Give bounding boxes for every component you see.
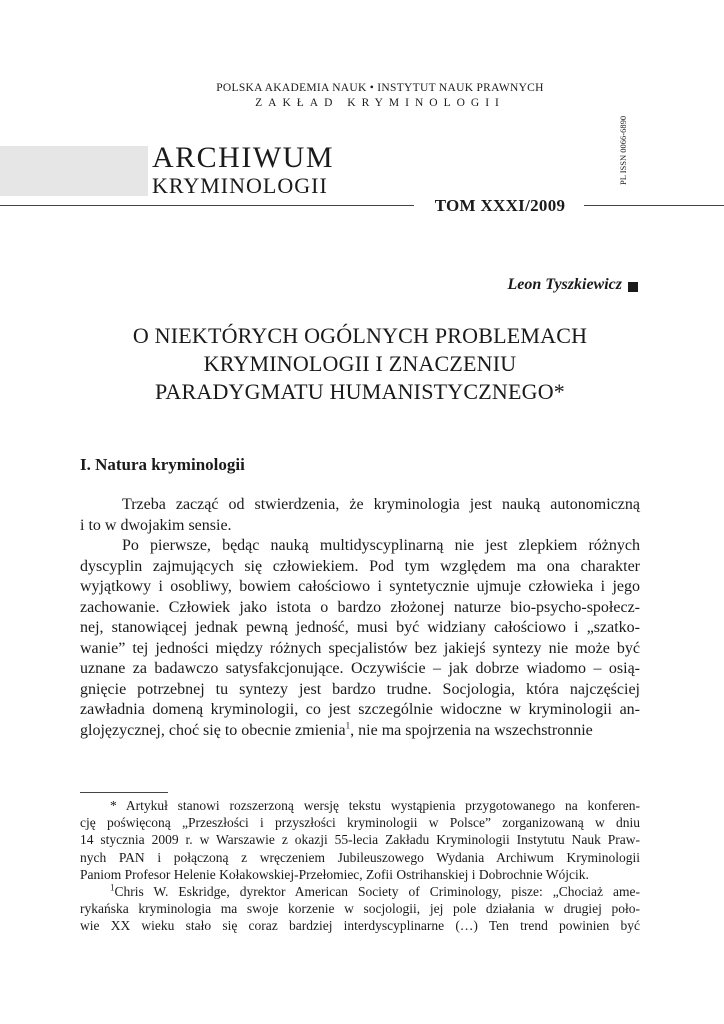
author-name: Leon Tyszkiewicz: [507, 276, 622, 293]
body-line: Po pierwsze, będąc nauką multidyscyplinarną nie jest zlepkiem różnych: [122, 537, 640, 554]
footnote-line: Paniom Profesor Helenie Kołakowskiej-Przełomiec, Zofii Ostrihanskiej i Dobrochnie Wójcik.: [80, 866, 589, 882]
institution-line: POLSKA AKADEMIA NAUK • INSTYTUT NAUK PRAWNYCH: [216, 82, 544, 94]
journal-title-line2: KRYMINOLOGII: [152, 173, 328, 198]
footnote-line: wie XX wieku stało się coraz bardziej interdyscyplinarne (…) Ten trend powinien być: [80, 918, 640, 934]
issn-label: PL ISSN 0066-6890: [618, 115, 628, 185]
footnote-line: rykańska kryminologia ma swoje korzenie w socjologii, jej pole działania w drugiej poło-: [80, 901, 640, 917]
header-rule-right: [584, 205, 724, 206]
footnote-line: [80, 883, 640, 900]
body-line: zachowanie. Człowiek jako istota o bardzo złożonej naturze bio-psycho-społecz-: [80, 598, 640, 616]
department-line: ZAKŁAD KRYMINOLOGII: [255, 97, 505, 109]
body-line: zawładnia domeną kryminologii, co jest szczególnie widoczne w kryminologii an-: [80, 701, 640, 718]
body-line: wyjątkowy i osobliwy, bowiem całościowo i syntetycznie ujmuje człowieka i jego: [80, 578, 640, 595]
footnote-line: * Artykuł stanowi rozszerzoną wersję tekstu wystąpienia przygotowanego na konferen-: [110, 798, 640, 813]
journal-grey-block: [0, 146, 148, 196]
footnote-line: 14 stycznia 2009 r. w Warszawie z okazji 55-lecia Zakładu Kryminologii Instytutu Nauk Praw-: [80, 832, 640, 848]
footnotes: [80, 797, 640, 935]
body-line-part: glojęzycznej, choć się to obecnie zmienia: [80, 721, 346, 739]
body-line: wanie” tej jedności między różnych specjalistów bez jakiejś syntezy nie może być: [80, 639, 640, 657]
footnote-ref: 1: [345, 720, 351, 731]
body-line: Trzeba zacząć od stwierdzenia, że kryminologia jest nauką autonomiczną: [122, 496, 640, 513]
footnote-line: cję poświęconą „Przeszłości i przyszłości kryminologii w Polsce” zorganizowaną w dniu: [80, 815, 640, 831]
footnote-marker: 1: [110, 882, 115, 893]
volume-label: TOM XXXI/2009: [434, 196, 566, 215]
body-line: dyscyplin zajmujących się człowiekiem. Pod tym względem ma ona charakter: [80, 557, 640, 575]
title-line: KRYMINOLOGII I ZNACZENIU: [203, 351, 517, 376]
section-heading: I. Natura kryminologii: [80, 455, 245, 474]
footnote-line: nych PAN i połączoną z wręczeniem Jubileuszowego Wydania Archiwum Kryminologii: [80, 849, 640, 865]
author-square-mark: [628, 282, 638, 292]
body-line: gnięcie potrzebnej tu syntezy jest bardzo trudne. Socjologia, która najczęściej: [80, 680, 640, 698]
body-line-part: , nie ma spojrzenia na wszechstronnie: [350, 721, 593, 739]
footnote-line-part: Chris W. Eskridge, dyrektor American Society of Criminology, pisze: „Chociaż ame-: [114, 883, 640, 899]
body-line: i to w dwojakim sensie.: [80, 516, 232, 534]
body-line: uznane za badawczo satysfakcjonujące. Oczywiście – jak dobrze wiadomo – osią-: [80, 660, 640, 677]
body-line: [80, 721, 640, 742]
title-line: O NIEKTÓRYCH OGÓLNYCH PROBLEMACH: [132, 323, 588, 348]
body-line: nej, stanowiącej jednak pewną jedność, musi być widziany całościowo i „szatko-: [80, 619, 640, 636]
article-title: [80, 322, 640, 406]
header-rule-left: [0, 205, 414, 206]
journal-title-line1: ARCHIWUM: [152, 141, 334, 174]
body-text: [80, 495, 640, 741]
title-line: PARADYGMATU HUMANISTYCZNEGO*: [155, 379, 565, 404]
footnote-rule: [80, 792, 168, 793]
